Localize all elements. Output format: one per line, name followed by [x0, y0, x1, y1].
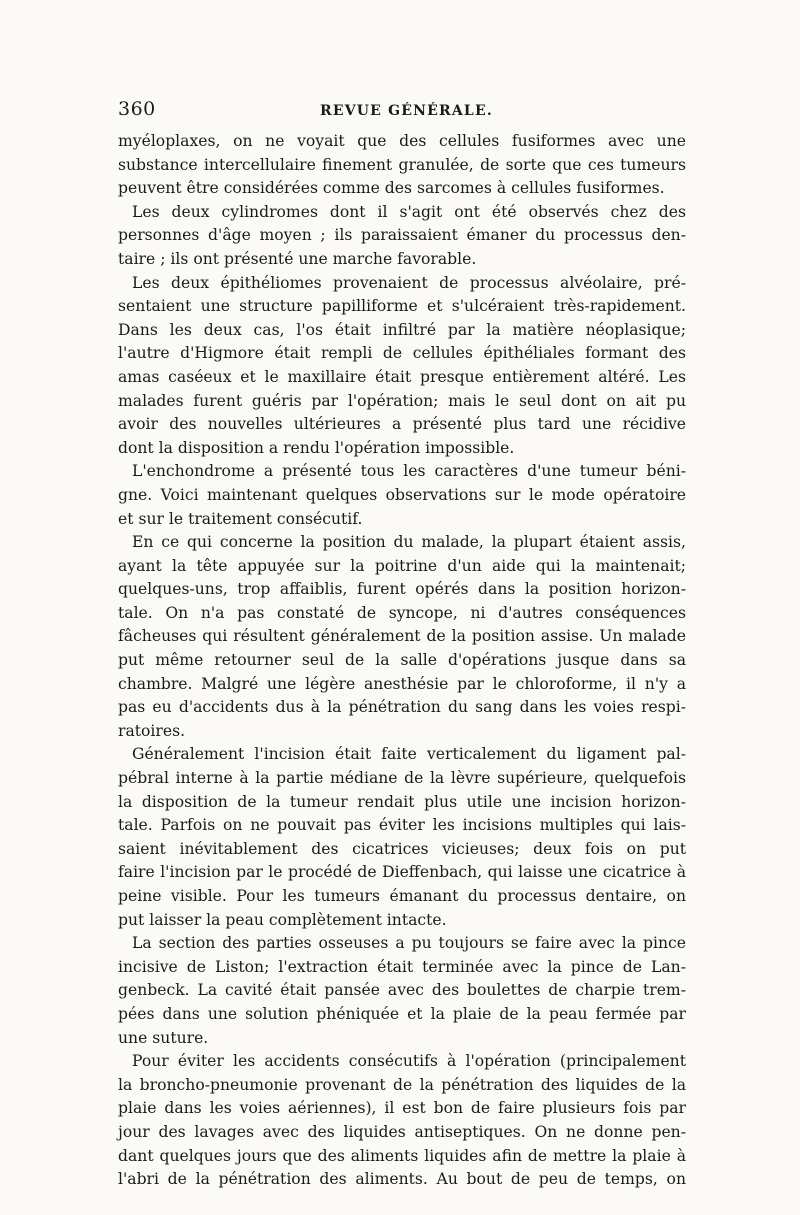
paragraph [118, 1050, 686, 1192]
paragraph [118, 272, 686, 461]
paragraph [118, 932, 686, 1050]
page-header [118, 98, 686, 126]
text-line: Dans les deux cas, l'os était infiltré par la matière néoplasique; [118, 320, 686, 339]
text-line: L'enchondrome a présenté tous les caractères d'une tumeur béni- [132, 462, 686, 481]
document-page [118, 98, 686, 1192]
text-line: Généralement l'incision était faite verticalement du ligament pal- [132, 745, 686, 764]
text-line: l'autre d'Higmore était rempli de cellules épithéliales formant des [118, 344, 686, 363]
running-title: REVUE GÉNÉRALE. [320, 103, 493, 119]
text-line: put même retourner seul de la salle d'opérations jusque dans sa [118, 651, 686, 670]
text-line: amas caséeux et le maxillaire était presque entièrement altéré. Les [118, 367, 686, 386]
text-line: l'abri de la pénétration des aliments. Au bout de peu de temps, on [118, 1170, 686, 1189]
text-line: sentaient une structure papilliforme et s'ulcéraient très-rapidement. [118, 297, 686, 316]
text-line: plaie dans les voies aériennes), il est bon de faire plusieurs fois par [118, 1099, 686, 1118]
text-line: tale. Parfois on ne pouvait pas éviter les incisions multiples qui lais- [118, 816, 686, 835]
text-line: quelques-uns, trop affaiblis, furent opérés dans la position horizon- [118, 580, 686, 599]
text-line: myéloplaxes, on ne voyait que des cellules fusiformes avec une [118, 132, 686, 150]
text-line: tale. On n'a pas constaté de syncope, ni d'autres conséquences [118, 603, 686, 622]
paragraph [118, 531, 686, 743]
text-line: et sur le traitement consécutif. [118, 509, 363, 528]
text-line: chambre. Malgré une légère anesthésie par le chloroforme, il n'y a [118, 674, 686, 693]
text-line: La section des parties osseuses a pu toujours se faire avec la pince [132, 934, 686, 953]
text-line: peuvent être considérées comme des sarcomes à cellules fusiformes. [118, 179, 665, 198]
page-number: 360 [118, 98, 156, 120]
text-line: dont la disposition a rendu l'opération impossible. [118, 438, 515, 457]
text-line: jour des lavages avec des liquides antiseptiques. On ne donne pen- [118, 1122, 686, 1141]
text-line: pées dans une solution phéniquée et la plaie de la peau fermée par [118, 1004, 686, 1023]
text-line: pas eu d'accidents dus à la pénétration du sang dans les voies respi- [118, 698, 686, 717]
text-line: peine visible. Pour les tumeurs émanant du processus dentaire, on [118, 887, 686, 905]
text-line: put laisser la peau complètement intacte. [118, 910, 447, 929]
text-line: ayant la tête appuyée sur la poitrine d'un aide qui la maintenait; [118, 556, 686, 575]
paragraph [118, 201, 686, 272]
text-line: fâcheuses qui résultent généralement de la position assise. Un malade [118, 627, 686, 646]
text-line: ratoires. [118, 721, 186, 740]
body-text [118, 130, 686, 1192]
text-line: genbeck. La cavité était pansée avec des boulettes de charpie trem- [118, 981, 686, 1000]
text-line: avoir des nouvelles ultérieures a présenté plus tard une récidive [118, 415, 686, 434]
text-line: pébral interne à la partie médiane de la lèvre supérieure, quelquefois [118, 769, 686, 788]
text-line: saient inévitablement des cicatrices vicieuses; deux fois on put [118, 839, 686, 858]
paragraph [118, 130, 686, 201]
text-line: une suture. [118, 1028, 209, 1047]
text-line: Les deux épithéliomes provenaient de processus alvéolaire, pré- [132, 273, 686, 292]
text-line: Pour éviter les accidents consécutifs à l'opération (principalement [132, 1052, 686, 1071]
text-line: Les deux cylindromes dont il s'agit ont été observés chez des [132, 202, 686, 221]
text-line: En ce qui concerne la position du malade, la plupart étaient assis, [132, 533, 686, 552]
text-line: dant quelques jours que des aliments liquides afin de mettre la plaie à [118, 1146, 686, 1165]
paragraph [118, 460, 686, 531]
text-line: malades furent guéris par l'opération; mais le seul dont on ait pu [118, 391, 686, 410]
text-line: incisive de Liston; l'extraction était terminée avec la pince de Lan- [118, 957, 686, 976]
text-line: la disposition de la tumeur rendait plus utile une incision horizon- [118, 792, 686, 811]
paragraph [118, 743, 686, 932]
text-line: faire l'incision par le procédé de Dieffenbach, qui laisse une cicatrice à [118, 863, 686, 882]
text-line: personnes d'âge moyen ; ils paraissaient émaner du processus den- [118, 226, 686, 245]
text-line: gne. Voici maintenant quelques observations sur le mode opératoire [118, 485, 686, 504]
text-line: taire ; ils ont présenté une marche favorable. [118, 249, 477, 268]
text-line: la broncho-pneumonie provenant de la pénétration des liquides de la [118, 1075, 686, 1094]
text-line: substance intercellulaire finement granulée, de sorte que ces tumeurs [118, 155, 686, 174]
